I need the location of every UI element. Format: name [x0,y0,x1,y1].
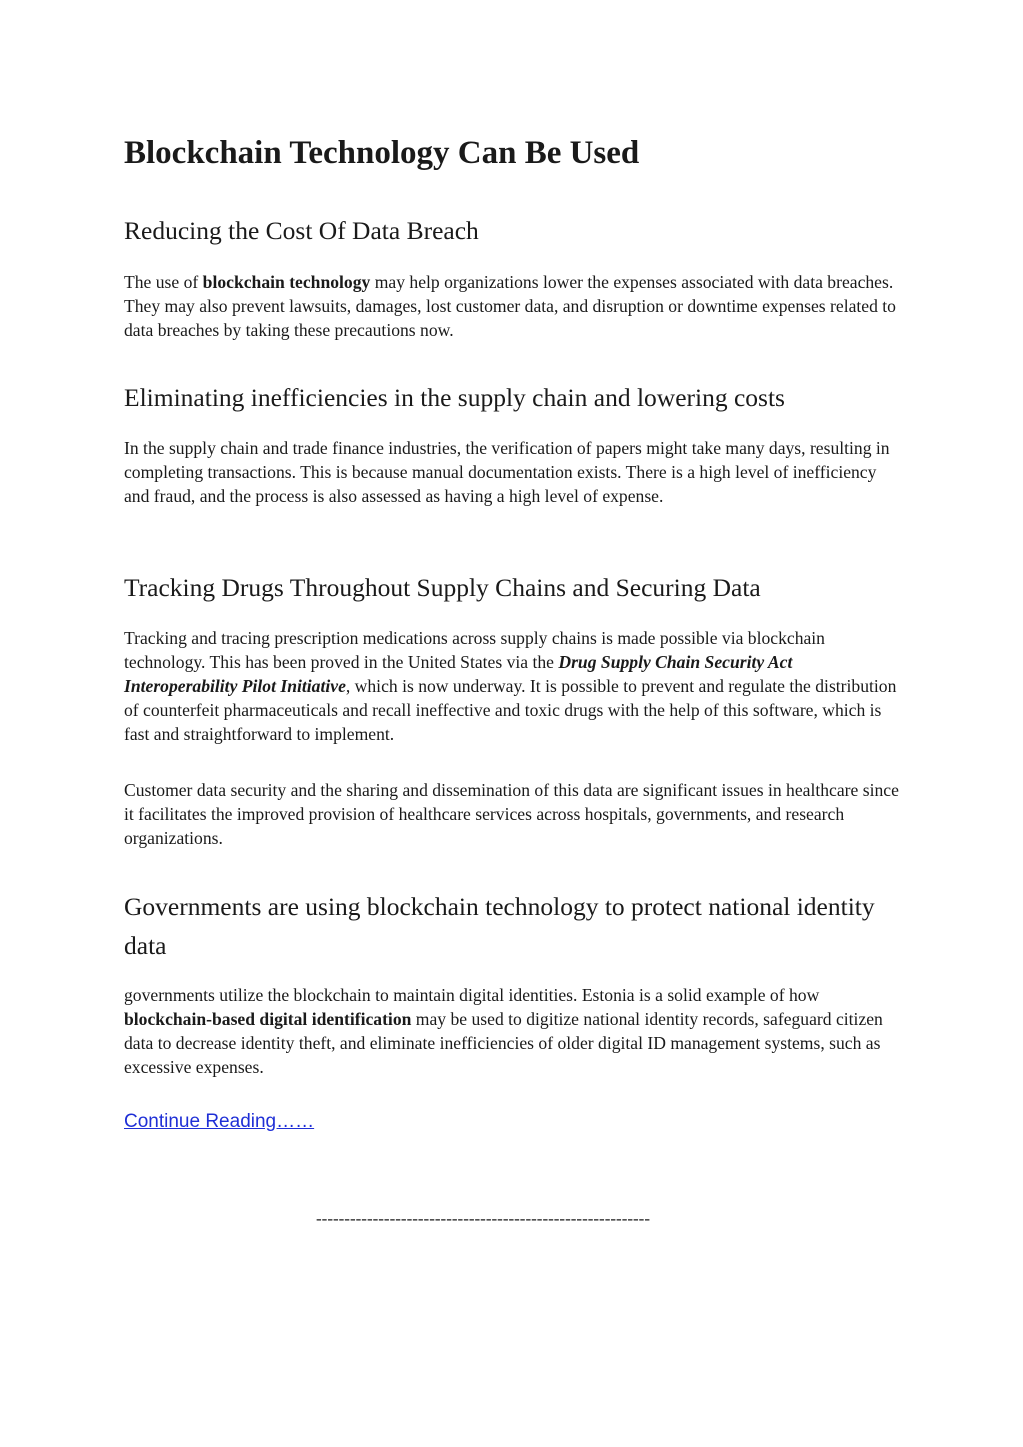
paragraph-text: , which is now underway. It is possible to prevent and regulate the distribution of counterfeit pharmaceuticals and recall ineffective and toxic drugs with the help of this software, which is fast and straightforward to implement. [124,676,897,744]
paragraph-text: may be used to digitize national identity records, safeguard citizen data to decrease identity theft, and eliminate inefficiencies of older digital ID management systems, such as excessive expenses. [124,1009,883,1077]
section-paragraph-customer-data: Customer data security and the sharing and dissemination of this data are significant issues in healthcare since it facilitates the improved provision of healthcare services across hospitals, governments, and research organizations. [124,780,899,848]
section-heading-governments: Governments are using blockchain technology to protect national identity data [124,892,875,960]
continue-reading-link[interactable]: Continue Reading…… [124,1111,315,1132]
paragraph-text: governments utilize the blockchain to maintain digital identities. Estonia is a solid example of how [124,985,820,1005]
section-paragraph-supply-chain: In the supply chain and trade finance industries, the verification of papers might take many days, resulting in completing transactions. This is because manual documentation exists. There is a high level of inefficiency and fraud, and the process is also assessed as having a high level of expense. [124,438,890,506]
paragraph-text: The use of [124,272,203,292]
section-paragraph-data-breach [124,270,904,342]
section-paragraph-tracking-drugs [124,626,904,746]
bold-term: blockchain-based digital identification [124,1009,412,1029]
section-heading-supply-chain: Eliminating inefficiencies in the supply chain and lowering costs [124,383,785,412]
section-heading-tracking-drugs: Tracking Drugs Throughout Supply Chains and Securing Data [124,573,761,602]
page-title: Blockchain Technology Can Be Used [124,135,640,171]
dashed-divider: ----------------------------------------------------------- [316,1209,651,1228]
section-paragraph-governments [124,983,904,1079]
bold-italic-term: Drug Supply Chain Security Act Interoperability Pilot Initiative [124,652,793,696]
paragraph-text: may help organizations lower the expenses associated with data breaches. They may also prevent lawsuits, damages, lost customer data, and disruption or downtime expenses related to data breaches by taking these precautions now. [124,272,896,340]
paragraph-text: Tracking and tracing prescription medications across supply chains is made possible via blockchain technology. This has been proved in the United States via the [124,628,825,672]
bold-term: blockchain technology [202,272,371,292]
section-heading-data-breach: Reducing the Cost Of Data Breach [124,216,479,245]
